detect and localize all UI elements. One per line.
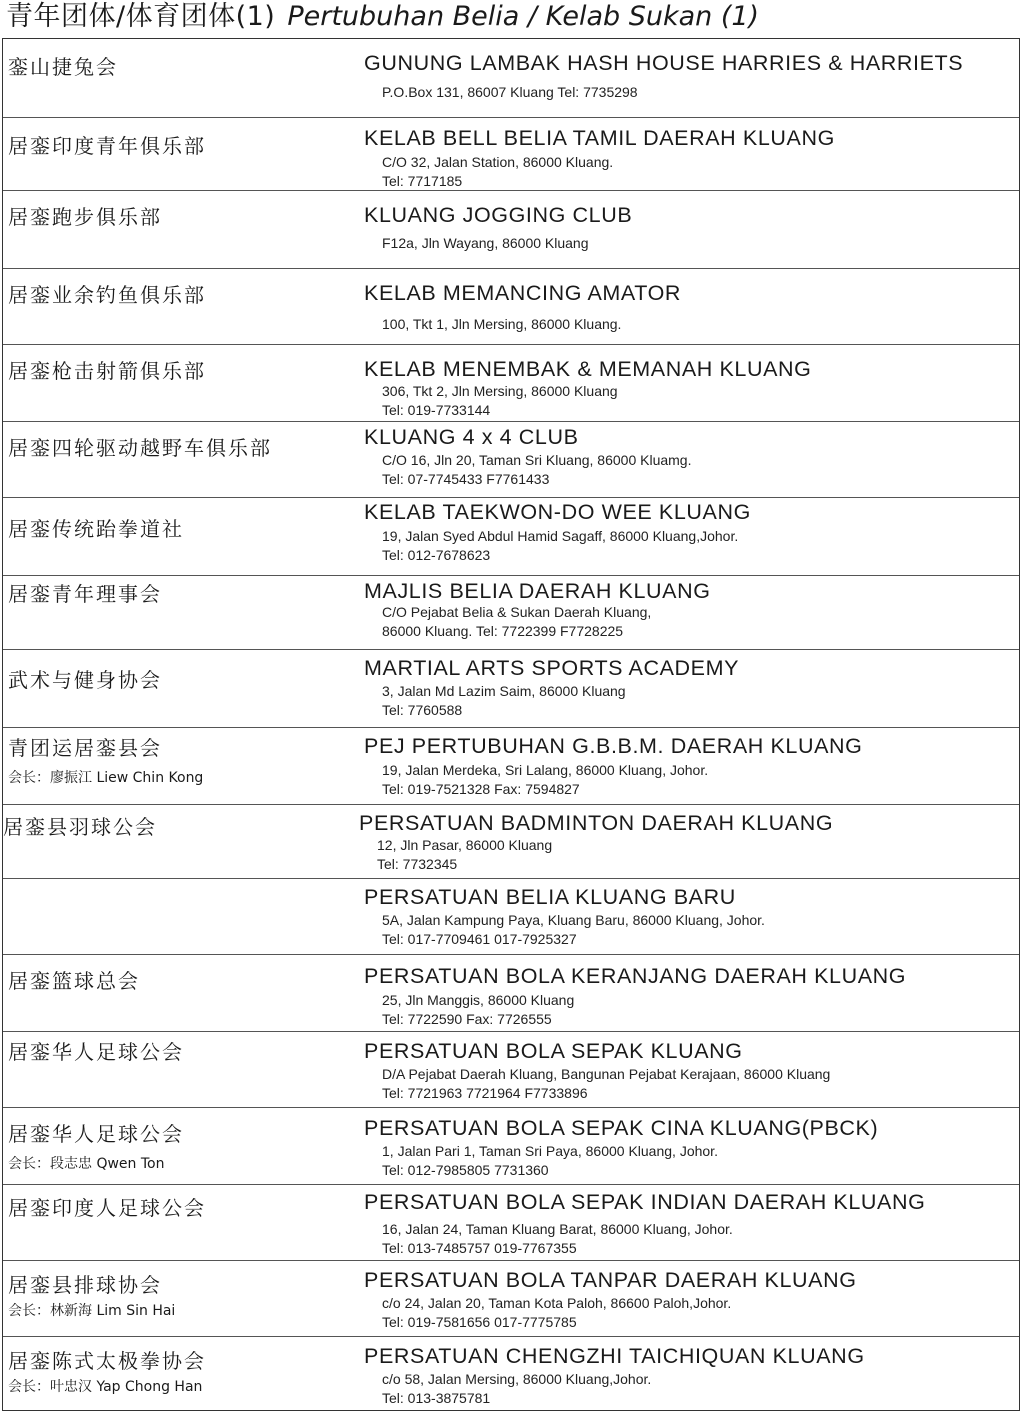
chinese-name: 居銮枪击射箭俱乐部 xyxy=(8,359,206,383)
chinese-name: 居銮华人足球公会 xyxy=(8,1122,184,1146)
malay-name: MAJLIS BELIA DAERAH KLUANG xyxy=(364,579,711,603)
address-line: 1, Jalan Pari 1, Taman Sri Paya, 86000 Kluang, Johor. xyxy=(382,1143,718,1159)
address-line: Tel: 7722590 Fax: 7726555 xyxy=(382,1011,552,1027)
malay-name: PERSATUAN BADMINTON DAERAH KLUANG xyxy=(359,811,834,835)
malay-name: PERSATUAN BOLA SEPAK INDIAN DAERAH KLUANG xyxy=(364,1190,926,1214)
address-line: Tel: 7721963 7721964 F7733896 xyxy=(382,1085,588,1101)
malay-name: KELAB MEMANCING AMATOR xyxy=(364,281,682,305)
address-line: Tel: 012-7678623 xyxy=(382,547,491,563)
table-row xyxy=(3,576,1019,650)
table-row xyxy=(3,805,1019,879)
address-line: Tel: 7732345 xyxy=(377,856,458,872)
address-block xyxy=(382,153,613,191)
table-row xyxy=(3,650,1019,728)
malay-name: GUNUNG LAMBAK HASH HOUSE HARRIES & HARRIETS xyxy=(364,51,964,75)
malay-name: PERSATUAN BOLA SEPAK KLUANG xyxy=(364,1039,743,1063)
address-block xyxy=(382,991,574,1029)
address-line: Tel: 019-7581656 017-7775785 xyxy=(382,1314,577,1330)
address-line: Tel: 013-7485757 019-7767355 xyxy=(382,1240,577,1256)
malay-name: KELAB BELL BELIA TAMIL DAERAH KLUANG xyxy=(364,126,835,150)
malay-name: KLUANG 4 x 4 CLUB xyxy=(364,425,579,449)
address-line: C/O Pejabat Belia & Sukan Daerah Kluang, xyxy=(382,604,652,620)
table-row xyxy=(3,1337,1019,1412)
address-line: c/o 24, Jalan 20, Taman Kota Paloh, 86600 Paloh,Johor. xyxy=(382,1295,732,1311)
address-line: P.O.Box 131, 86007 Kluang Tel: 7735298 xyxy=(382,84,638,100)
address-line: 19, Jalan Syed Abdul Hamid Sagaff, 86000 Kluang,Johor. xyxy=(382,528,739,544)
chinese-name: 居銮篮球总会 xyxy=(8,969,140,993)
malay-name: PERSATUAN BELIA KLUANG BARU xyxy=(364,885,736,909)
malay-name: KELAB MENEMBAK & MEMANAH KLUANG xyxy=(364,357,812,381)
address-line: Tel: 7760588 xyxy=(382,702,463,718)
chinese-name: 居銮业余钓鱼俱乐部 xyxy=(8,283,206,307)
chinese-name: 居銮印度人足球公会 xyxy=(8,1196,206,1220)
president-name: 会长：段志忠 Qwen Ton xyxy=(8,1156,165,1172)
address-line: c/o 58, Jalan Mersing, 86000 Kluang,Johor. xyxy=(382,1371,652,1387)
table-row xyxy=(3,345,1019,422)
address-block xyxy=(382,451,691,489)
address-block xyxy=(382,1294,731,1332)
address-line: C/O 16, Jln 20, Taman Sri Kluang, 86000 Kluamg. xyxy=(382,452,692,468)
address-block xyxy=(382,234,589,253)
address-line: 19, Jalan Merdeka, Sri Lalang, 86000 Kluang, Johor. xyxy=(382,762,709,778)
address-block xyxy=(382,83,638,102)
chinese-name: 居銮县排球协会 xyxy=(8,1273,162,1297)
address-line: 25, Jln Manggis, 86000 Kluang xyxy=(382,992,575,1008)
address-line: Tel: 07-7745433 F7761433 xyxy=(382,471,550,487)
chinese-name: 居銮青年理事会 xyxy=(8,582,162,606)
address-line: Tel: 012-7985805 7731360 xyxy=(382,1162,549,1178)
address-block xyxy=(382,761,708,799)
address-line: 86000 Kluang. Tel: 7722399 F7728225 xyxy=(382,623,624,639)
chinese-name: 居銮陈式太极拳协会 xyxy=(8,1349,206,1373)
address-line: D/A Pejabat Daerah Kluang, Bangunan Pejabat Kerajaan, 86000 Kluang xyxy=(382,1066,831,1082)
table-row xyxy=(3,191,1019,269)
chinese-name: 銮山捷兔会 xyxy=(8,55,118,79)
address-block xyxy=(382,911,765,949)
table-row xyxy=(3,1261,1019,1337)
malay-name: KELAB TAEKWON-DO WEE KLUANG xyxy=(364,500,751,524)
address-block xyxy=(382,315,621,334)
directory-table xyxy=(2,38,1020,1411)
address-block xyxy=(382,603,651,641)
malay-name: PERSATUAN BOLA SEPAK CINA KLUANG(PBCK) xyxy=(364,1116,879,1140)
address-line: Tel: 7717185 xyxy=(382,173,463,189)
address-line: 12, Jln Pasar, 86000 Kluang xyxy=(377,837,553,853)
address-block xyxy=(382,382,618,420)
president-name: 会长：廖振江 Liew Chin Kong xyxy=(8,770,204,786)
address-block xyxy=(382,1220,733,1258)
address-line: 16, Jalan 24, Taman Kluang Barat, 86000 Kluang, Johor. xyxy=(382,1221,733,1237)
address-line: 3, Jalan Md Lazim Saim, 86000 Kluang xyxy=(382,683,626,699)
address-line: 306, Tkt 2, Jln Mersing, 86000 Kluang xyxy=(382,383,618,399)
table-row xyxy=(3,422,1019,498)
address-block xyxy=(382,682,626,720)
malay-name: PERSATUAN CHENGZHI TAICHIQUAN KLUANG xyxy=(364,1344,865,1368)
heading-chinese: 青年团体/体育团体(1) xyxy=(6,1,276,32)
chinese-name: 青团运居銮县会 xyxy=(8,736,162,760)
table-row xyxy=(3,1185,1019,1261)
table-row xyxy=(3,118,1019,191)
heading-malay: Pertubuhan Belia / Kelab Sukan (1) xyxy=(287,1,760,32)
malay-name: PERSATUAN BOLA KERANJANG DAERAH KLUANG xyxy=(364,964,907,988)
table-row xyxy=(3,955,1019,1032)
table-row xyxy=(3,1032,1019,1108)
malay-name: MARTIAL ARTS SPORTS ACADEMY xyxy=(364,656,740,680)
chinese-name: 居銮传统跆拳道社 xyxy=(8,517,184,541)
president-name: 会长：林新海 Lim Sin Hai xyxy=(8,1303,176,1319)
address-line: F12a, Jln Wayang, 86000 Kluang xyxy=(382,235,589,251)
malay-name: KLUANG JOGGING CLUB xyxy=(364,203,633,227)
address-block xyxy=(377,836,552,874)
address-line: C/O 32, Jalan Station, 86000 Kluang. xyxy=(382,154,614,170)
page-heading xyxy=(6,0,759,38)
malay-name: PERSATUAN BOLA TANPAR DAERAH KLUANG xyxy=(364,1268,857,1292)
chinese-name: 居銮跑步俱乐部 xyxy=(8,205,162,229)
table-row xyxy=(3,879,1019,955)
address-block xyxy=(382,1370,651,1408)
address-block xyxy=(382,1142,718,1180)
chinese-name: 居銮华人足球公会 xyxy=(8,1040,184,1064)
chinese-name: 居銮县羽球公会 xyxy=(3,815,157,839)
malay-name: PEJ PERTUBUHAN G.B.B.M. DAERAH KLUANG xyxy=(364,734,863,758)
address-line: Tel: 017-7709461 017-7925327 xyxy=(382,931,577,947)
address-line: Tel: 019-7733144 xyxy=(382,402,491,418)
table-row xyxy=(3,1108,1019,1185)
address-block xyxy=(382,527,738,565)
president-name: 会长：叶忠汉 Yap Chong Han xyxy=(8,1379,203,1395)
address-line: 100, Tkt 1, Jln Mersing, 86000 Kluang. xyxy=(382,316,622,332)
chinese-name: 居銮印度青年俱乐部 xyxy=(8,134,206,158)
table-row xyxy=(3,498,1019,576)
chinese-name: 居銮四轮驱动越野车俱乐部 xyxy=(8,436,272,460)
address-block xyxy=(382,1065,830,1103)
table-row xyxy=(3,269,1019,345)
table-row xyxy=(3,39,1019,118)
address-line: Tel: 019-7521328 Fax: 7594827 xyxy=(382,781,580,797)
address-line: 5A, Jalan Kampung Paya, Kluang Baru, 86000 Kluang, Johor. xyxy=(382,912,765,928)
address-line: Tel: 013-3875781 xyxy=(382,1390,491,1406)
chinese-name: 武术与健身协会 xyxy=(8,668,162,692)
table-row xyxy=(3,728,1019,805)
